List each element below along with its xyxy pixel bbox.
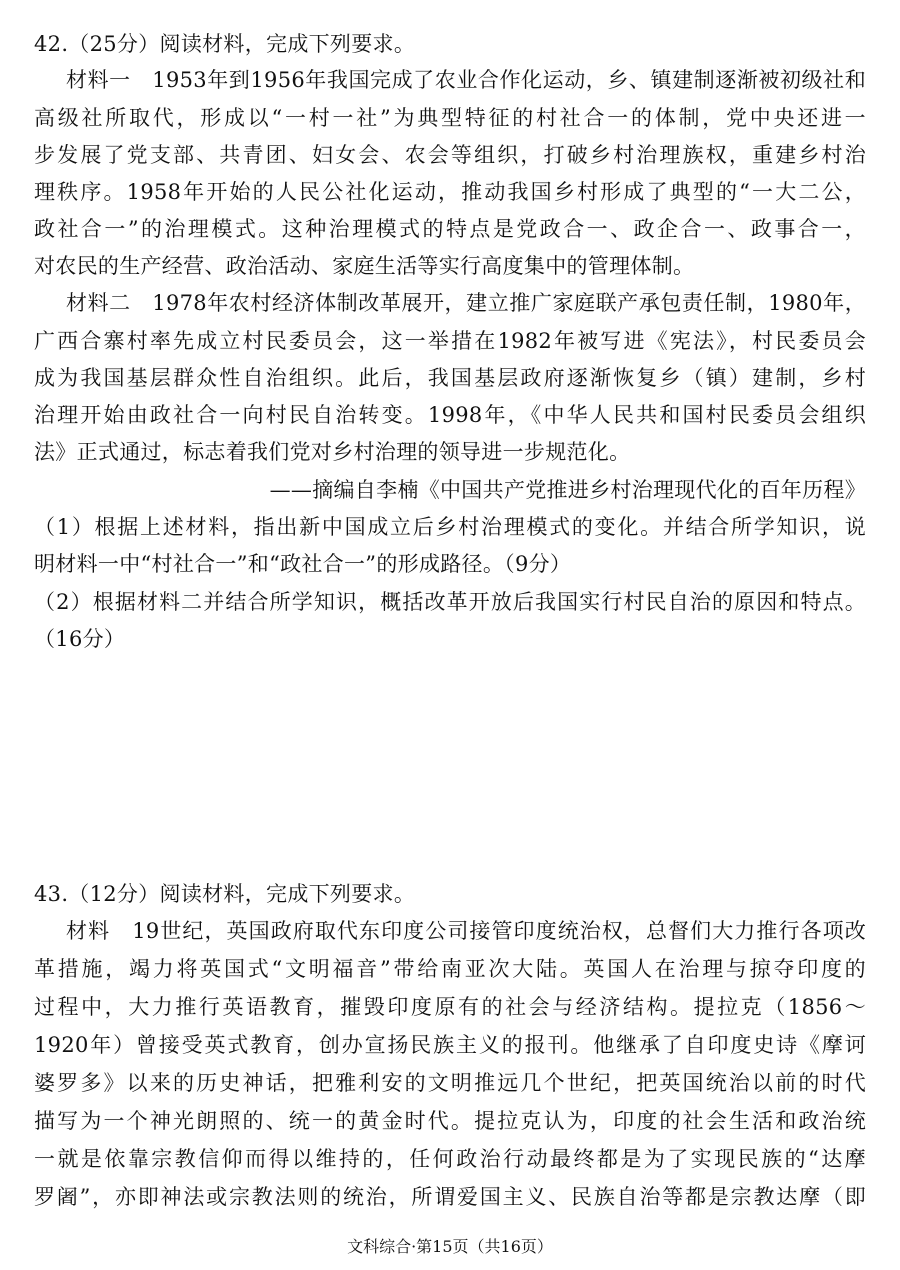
q43-material-line: 革措施，竭力将英国式“文明福音”带给南亚次大陆。英国人在治理与掠夺印度的	[34, 957, 866, 981]
q43-material-line: 过程中，大力推行英语教育，摧毁印度原有的社会与经济结构。提拉克（1856～	[34, 995, 866, 1019]
q42-task1-line: （1）根据上述材料，指出新中国成立后乡村治理模式的变化。并结合所学知识，说	[34, 515, 866, 539]
q42-material2-line: 材料二 1978年农村经济体制改革展开，建立推广家庭联产承包责任制，1980年，	[66, 291, 866, 315]
q43-material-line: 描写为一个神光朗照的、统一的黄金时代。提拉克认为，印度的社会生活和政治统	[34, 1109, 866, 1133]
q42-material2-line: 治理开始由政社合一向村民自治转变。1998年，《中华人民共和国村民委员会组织	[34, 403, 866, 427]
q43-material-line: 1920年）曾接受英式教育，创办宣扬民族主义的报刊。他继承了自印度史诗《摩诃	[34, 1033, 866, 1057]
q43-material-line: 罗阇”，亦即神法或宗教法则的统治，所谓爱国主义、民族自治等都是宗教达摩（即	[34, 1185, 866, 1209]
page-footer: 文科综合·第15页（共16页）	[347, 1237, 553, 1256]
q42-material1-line: 理秩序。1958年开始的人民公社化运动，推动我国乡村形成了典型的“一大二公，	[34, 180, 866, 204]
q42-task2-line: （2）根据材料二并结合所学知识，概括改革开放后我国实行村民自治的原因和特点。	[34, 590, 866, 614]
q42-material1-line: 政社合一”的治理模式。这种治理模式的特点是党政合一、政企合一、政事合一，	[34, 217, 866, 241]
q43-material-line: 婆罗多》以来的历史神话，把雅利安的文明推远几个世纪，把英国统治以前的时代	[34, 1071, 866, 1095]
q42-material1-line: 高级社所取代，形成以“一村一社”为典型特征的村社合一的体制，党中央还进一	[34, 106, 866, 130]
q42-header: 42.（25分）阅读材料，完成下列要求。	[34, 32, 416, 56]
q43-header: 43.（12分）阅读材料，完成下列要求。	[34, 882, 416, 906]
q42-source: ——摘编自李楠《中国共产党推进乡村治理现代化的百年历程》	[269, 478, 866, 502]
q42-material2-line: 广西合寨村率先成立村民委员会，这一举措在1982年被写进《宪法》，村民委员会	[34, 329, 866, 353]
q42-task2-line: （16分）	[34, 627, 126, 651]
q42-material1-line: 对农民的生产经营、政治活动、家庭生活等实行高度集中的管理体制。	[34, 254, 695, 278]
q42-material1-line: 步发展了党支部、共青团、妇女会、农会等组织，打破乡村治理族权，重建乡村治	[34, 143, 866, 167]
q42-task1-line: 明材料一中“村社合一”和“政社合一”的形成路径。（9分）	[34, 552, 572, 576]
q42-material2-line: 成为我国基层群众性自治组织。此后，我国基层政府逐渐恢复乡（镇）建制，乡村	[34, 366, 866, 390]
q42-material1-line: 材料一 1953年到1956年我国完成了农业合作化运动，乡、镇建制逐渐被初级社和	[66, 68, 866, 92]
q43-material-line: 一就是依靠宗教信仰而得以维持的，任何政治行动最终都是为了实现民族的“达摩	[34, 1147, 866, 1171]
q43-material-line: 材料 19世纪，英国政府取代东印度公司接管印度统治权，总督们大力推行各项改	[66, 919, 866, 943]
q42-material2-line: 法》正式通过，标志着我们党对乡村治理的领导进一步规范化。	[34, 440, 631, 464]
